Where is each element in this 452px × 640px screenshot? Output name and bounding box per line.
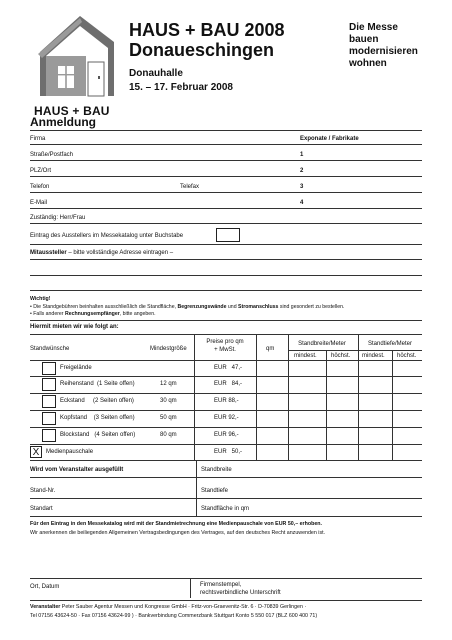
terms-line2: Wir anerkennen die beiliegenden Allgemeinen Vertragsbedingungen des Vertrages, auf den deutsches Recht anzuwenden ist. [30,530,326,536]
standflaeche-label: Standfläche in qm [201,506,250,512]
exponat-number: 3 [300,184,304,190]
stand-price: EUR 47,- [214,365,243,371]
medien-checkbox[interactable] [30,446,42,458]
logo [30,12,124,122]
divider [288,350,422,351]
divider [30,460,422,461]
stand-min: 12 qm [160,381,177,387]
divider [30,290,422,291]
slogan [349,22,418,70]
stand-price: EUR 84,- [214,381,243,387]
exponat-number: 1 [300,152,304,158]
notice-text: Begrenzungswände [177,303,227,310]
divider [30,259,422,260]
divider [30,334,422,335]
checkbox-mark: X [32,447,40,458]
ort-datum-label: Ort, Datum [30,584,60,590]
divider [30,208,422,209]
footer-text: Peter Sauber Agentur Messen und Kongresse GmbH · Fritz-von-Graevenitz-Str. 6 · D-70839 Gerlingen · [60,604,307,610]
divider [194,334,195,460]
notice-text: Stromanschluss [238,303,279,310]
stempel-label [200,581,281,597]
page-title-line1: HAUS + BAU 2008 [129,20,285,40]
mitaussteller-text: – bitte vollständige Adresse eintragen – [66,250,174,256]
notice-text: Falls anderer [33,311,65,317]
divider [30,130,422,131]
divider [30,376,422,377]
house-logo-icon [36,12,116,98]
notice-bullet: • Die Standgebühren beinhalten ausschließlich die Standfläche, Begrenzungswände und Stromanschluss sind gesondert zu bestellen. [30,303,345,310]
col-mindestgroesse: Mindestgröße [150,346,187,352]
stand-name: Freigelände [60,365,92,371]
exponat-number: 4 [300,200,304,206]
divider [30,176,422,177]
sub-hoechst: höchst. [397,353,417,359]
divider [30,320,422,321]
rent-heading: Hiermit mieten wir wie folgt an: [30,324,119,330]
col-preis [194,338,256,354]
organizer-heading: Wird vom Veranstalter ausgefüllt [30,467,124,473]
divider [30,393,422,394]
footer-line1 [30,603,317,612]
zustaendig-label: Zuständig: Herr/Frau [30,215,86,221]
form-title: Anmeldung [30,115,96,129]
col-standwuensche: Standwünsche [30,346,70,352]
notice-heading: Wichtig! [30,296,51,302]
stand-name: Medienpauschale [46,449,94,455]
stand-checkbox[interactable] [42,412,56,425]
terms-line1: Für den Eintrag in den Messekatalog wird mit der Standmietrechnung eine Medienpauschale von EUR 50,– erhoben. [30,521,322,527]
venue: Donauhalle [129,68,183,79]
sub-mindest: mindest. [362,353,385,359]
strasse-label: Straße/Postfach [30,152,74,158]
signature-line [30,578,422,579]
katalog-label: Eintrag des Ausstellers im Messekatalog unter Buchstabe [30,233,184,239]
sub-mindest: mindest. [294,353,317,359]
divider [190,578,191,598]
standtiefe-label: Standtiefe [201,488,229,494]
divider [30,275,422,276]
exponate-header: Exponate / Fabrikate [300,136,359,142]
divider [30,498,422,499]
stempel-line1: Firmenstempel, [200,582,242,588]
stand-name: Kopfstand (3 Seiten offen) [60,415,135,421]
stand-price: EUR 50,- [214,449,243,455]
slogan-line: bauen [349,34,379,45]
col-qm: qm [266,346,275,352]
divider [30,244,422,245]
divider [30,427,422,428]
col-preis-line2: + MwSt. [214,347,236,353]
terms [30,520,325,538]
stand-checkbox[interactable] [42,362,56,375]
divider [30,477,422,478]
divider [30,360,422,361]
mitaussteller-bold: Mitaussteller [30,250,67,256]
standart-label: Standart [30,506,53,512]
logo-text: HAUS + BAU [34,104,110,118]
stand-price: EUR 92,- [214,415,239,421]
stand-price: EUR 96,- [214,432,239,438]
divider [30,223,422,224]
stand-name: Eckstand (2 Seiten offen) [60,398,134,404]
dates: 15. – 17. Februar 2008 [129,82,233,93]
divider [30,600,422,601]
notice-text: und [226,303,239,310]
notice-text: , bitte angeben. [119,311,156,317]
col-standtiefe: Standtiefe/Meter [367,341,413,347]
notice [30,296,344,319]
telefax-label: Telefax [180,184,200,190]
stand-price: EUR 88,- [214,398,239,404]
divider [30,144,422,145]
slogan-line: wohnen [349,58,387,69]
firma-label: Firma [30,136,46,142]
divider [288,334,289,460]
divider [256,334,257,460]
stand-min: 50 qm [160,415,177,421]
divider [30,444,422,445]
katalog-letter-input[interactable] [216,228,240,242]
divider [30,160,422,161]
mitaussteller-label [30,250,173,256]
notice-bullet: • Falls anderer Rechnungsempfänger, bitte angeben. [30,311,156,317]
sub-hoechst: höchst. [331,353,351,359]
footer [30,603,317,621]
divider [30,192,422,193]
stand-nr-label: Stand-Nr. [30,488,56,494]
divider [196,460,197,516]
notice-text: Rechnungsempfänger [64,311,120,317]
col-preis-line1: Preise pro qm [206,339,244,345]
notice-text: Die Standgebühren beinhalten ausschließlich die Standfläche, [33,303,178,310]
stand-checkbox[interactable] [42,429,56,442]
slogan-line: Die Messe [349,22,398,33]
slogan-line: modernisieren [349,46,418,57]
stand-min: 30 qm [160,398,177,404]
divider [30,516,422,517]
exponat-number: 2 [300,168,304,174]
plz-label: PLZ/Ort [30,168,52,174]
standbreite-label: Standbreite [201,467,232,473]
notice-text: sind gesondert zu bestellen. [278,303,345,310]
stand-checkbox[interactable] [42,378,56,391]
stand-min: 80 qm [160,432,177,438]
email-label: E-Mail [30,200,48,206]
divider [358,334,359,460]
stempel-line2: rechtsverbindliche Unterschrift [200,590,281,596]
stand-name: Blockstand (4 Seiten offen) [60,432,136,438]
footer-line2: Tel 07156 43624-50 · Fax 07156 43624-99 ) · Bankverbindung Commerzbank Stuttgart Konto 5 550 017 (BLZ 600 400 71) [30,613,318,619]
page-title-line2: Donaueschingen [129,40,275,60]
stand-name: Reihenstand (1 Seite offen) [60,381,135,387]
divider [30,410,422,411]
telefon-label: Telefon [30,184,50,190]
col-standbreite: Standbreite/Meter [298,341,346,347]
footer-label: Veranstalter [30,604,61,610]
stand-checkbox[interactable] [42,395,56,408]
